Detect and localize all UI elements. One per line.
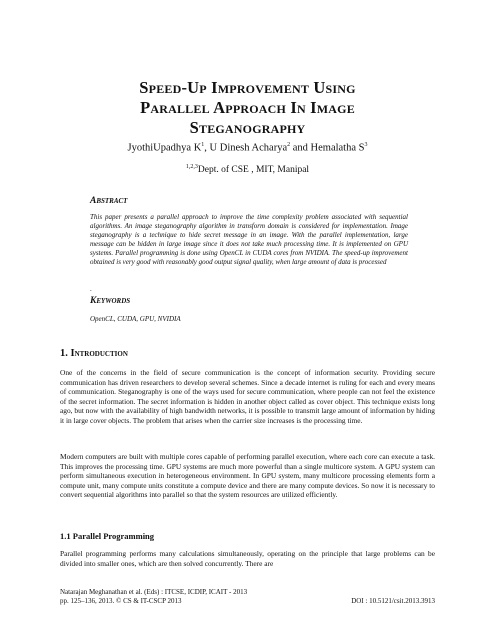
- parallel-programming-paragraph: Parallel programming performs many calculations simultaneously, operating on the principle that large problems can be divided into smaller ones, which are then solved concurrently. There are: [60, 549, 435, 568]
- author-1: JyothiUpadhya K: [127, 142, 202, 154]
- keywords-text: OpenCL, CUDA, GPU, NVIDIA: [90, 315, 181, 323]
- author-sep-1: ,: [204, 142, 210, 154]
- footer-doi: DOI : 10.5121/csit.2013.3913: [351, 597, 435, 605]
- title-line-2: Parallel Approach In Image: [140, 98, 355, 117]
- footer-line-2: pp. 125–136, 2013. © CS & IT-CSCP 2013: [60, 597, 182, 605]
- author-2-sup: 2: [287, 142, 291, 148]
- author-3-sup: 3: [364, 142, 368, 148]
- subsection-heading-parallel-programming: 1.1 Parallel Programming: [60, 531, 155, 541]
- keywords-heading: Keywords: [90, 296, 131, 306]
- footer-line-1: Natarajan Meghanathan et al. (Eds) : ITCSE, ICDIP, ICAIT - 2013: [60, 588, 248, 596]
- author-3: Hemalatha S: [310, 142, 365, 154]
- intro-paragraph-1: One of the concerns in the field of secure communication is the concept of information security. Providing secure communication has driven researchers to develop several schemes. Since a decade internet is ruling for each and every means of communication. Steganography is one of the ways used for secure communication, where people can not feel the existence of the secret information. The secret information is hidden in another object called as cover object. This technique exists long ago, but now with the availability of high bandwidth networks, it is possible to transmit large amount of information by hiding it in large cover objects. The problem that arises when the carrier size increases is the processing time.: [60, 368, 435, 425]
- abstract-trailing-dot: .: [90, 285, 92, 293]
- title-line-1: Speed-Up Improvement Using: [139, 78, 356, 97]
- intro-paragraph-2: Modern computers are built with multiple cores capable of performing parallel execution, where each core can execute a task. This improves the processing time. GPU systems are much more powerful than a single multicore system. A GPU system can perform simultaneous execution in heterogeneous environment. In GPU system, many multicore processing elements form a compute unit, many compute units constitute a compute device and there are many compute devices. So now it is necessary to convert sequential algorithms into parallel so that the system resources are utilized efficiently.: [60, 452, 435, 500]
- section-heading-introduction: 1. Introduction: [60, 348, 128, 359]
- footer-citation: [60, 588, 247, 606]
- affiliation: [60, 164, 435, 175]
- abstract-heading: Abstract: [90, 196, 128, 206]
- author-1-sup: 1: [201, 142, 205, 148]
- title-line-3: Steganography: [189, 118, 306, 137]
- author-list: [60, 142, 435, 154]
- affiliation-sup: 1,2,3: [185, 164, 198, 170]
- author-2: U Dinesh Acharya: [209, 142, 288, 154]
- affiliation-text: Dept. of CSE , MIT, Manipal: [197, 165, 310, 176]
- author-sep-2: and: [290, 142, 311, 154]
- abstract-text: This paper presents a parallel approach to improve the time complexity problem associated with sequential algorithms. An image steganography algorithm in transform domain is considered for implementation. Image steganography is a technique to hide secret message in an image. With the parallel implementation, large message can be hidden in large image since it does not take much processing time. It is implemented on GPU systems. Parallel programming is done using OpenCL in CUDA cores from NVIDIA. The speed-up improvement obtained is very good with reasonably good output signal quality, when large amount of data is processed: [90, 213, 408, 266]
- paper-title: [60, 78, 435, 138]
